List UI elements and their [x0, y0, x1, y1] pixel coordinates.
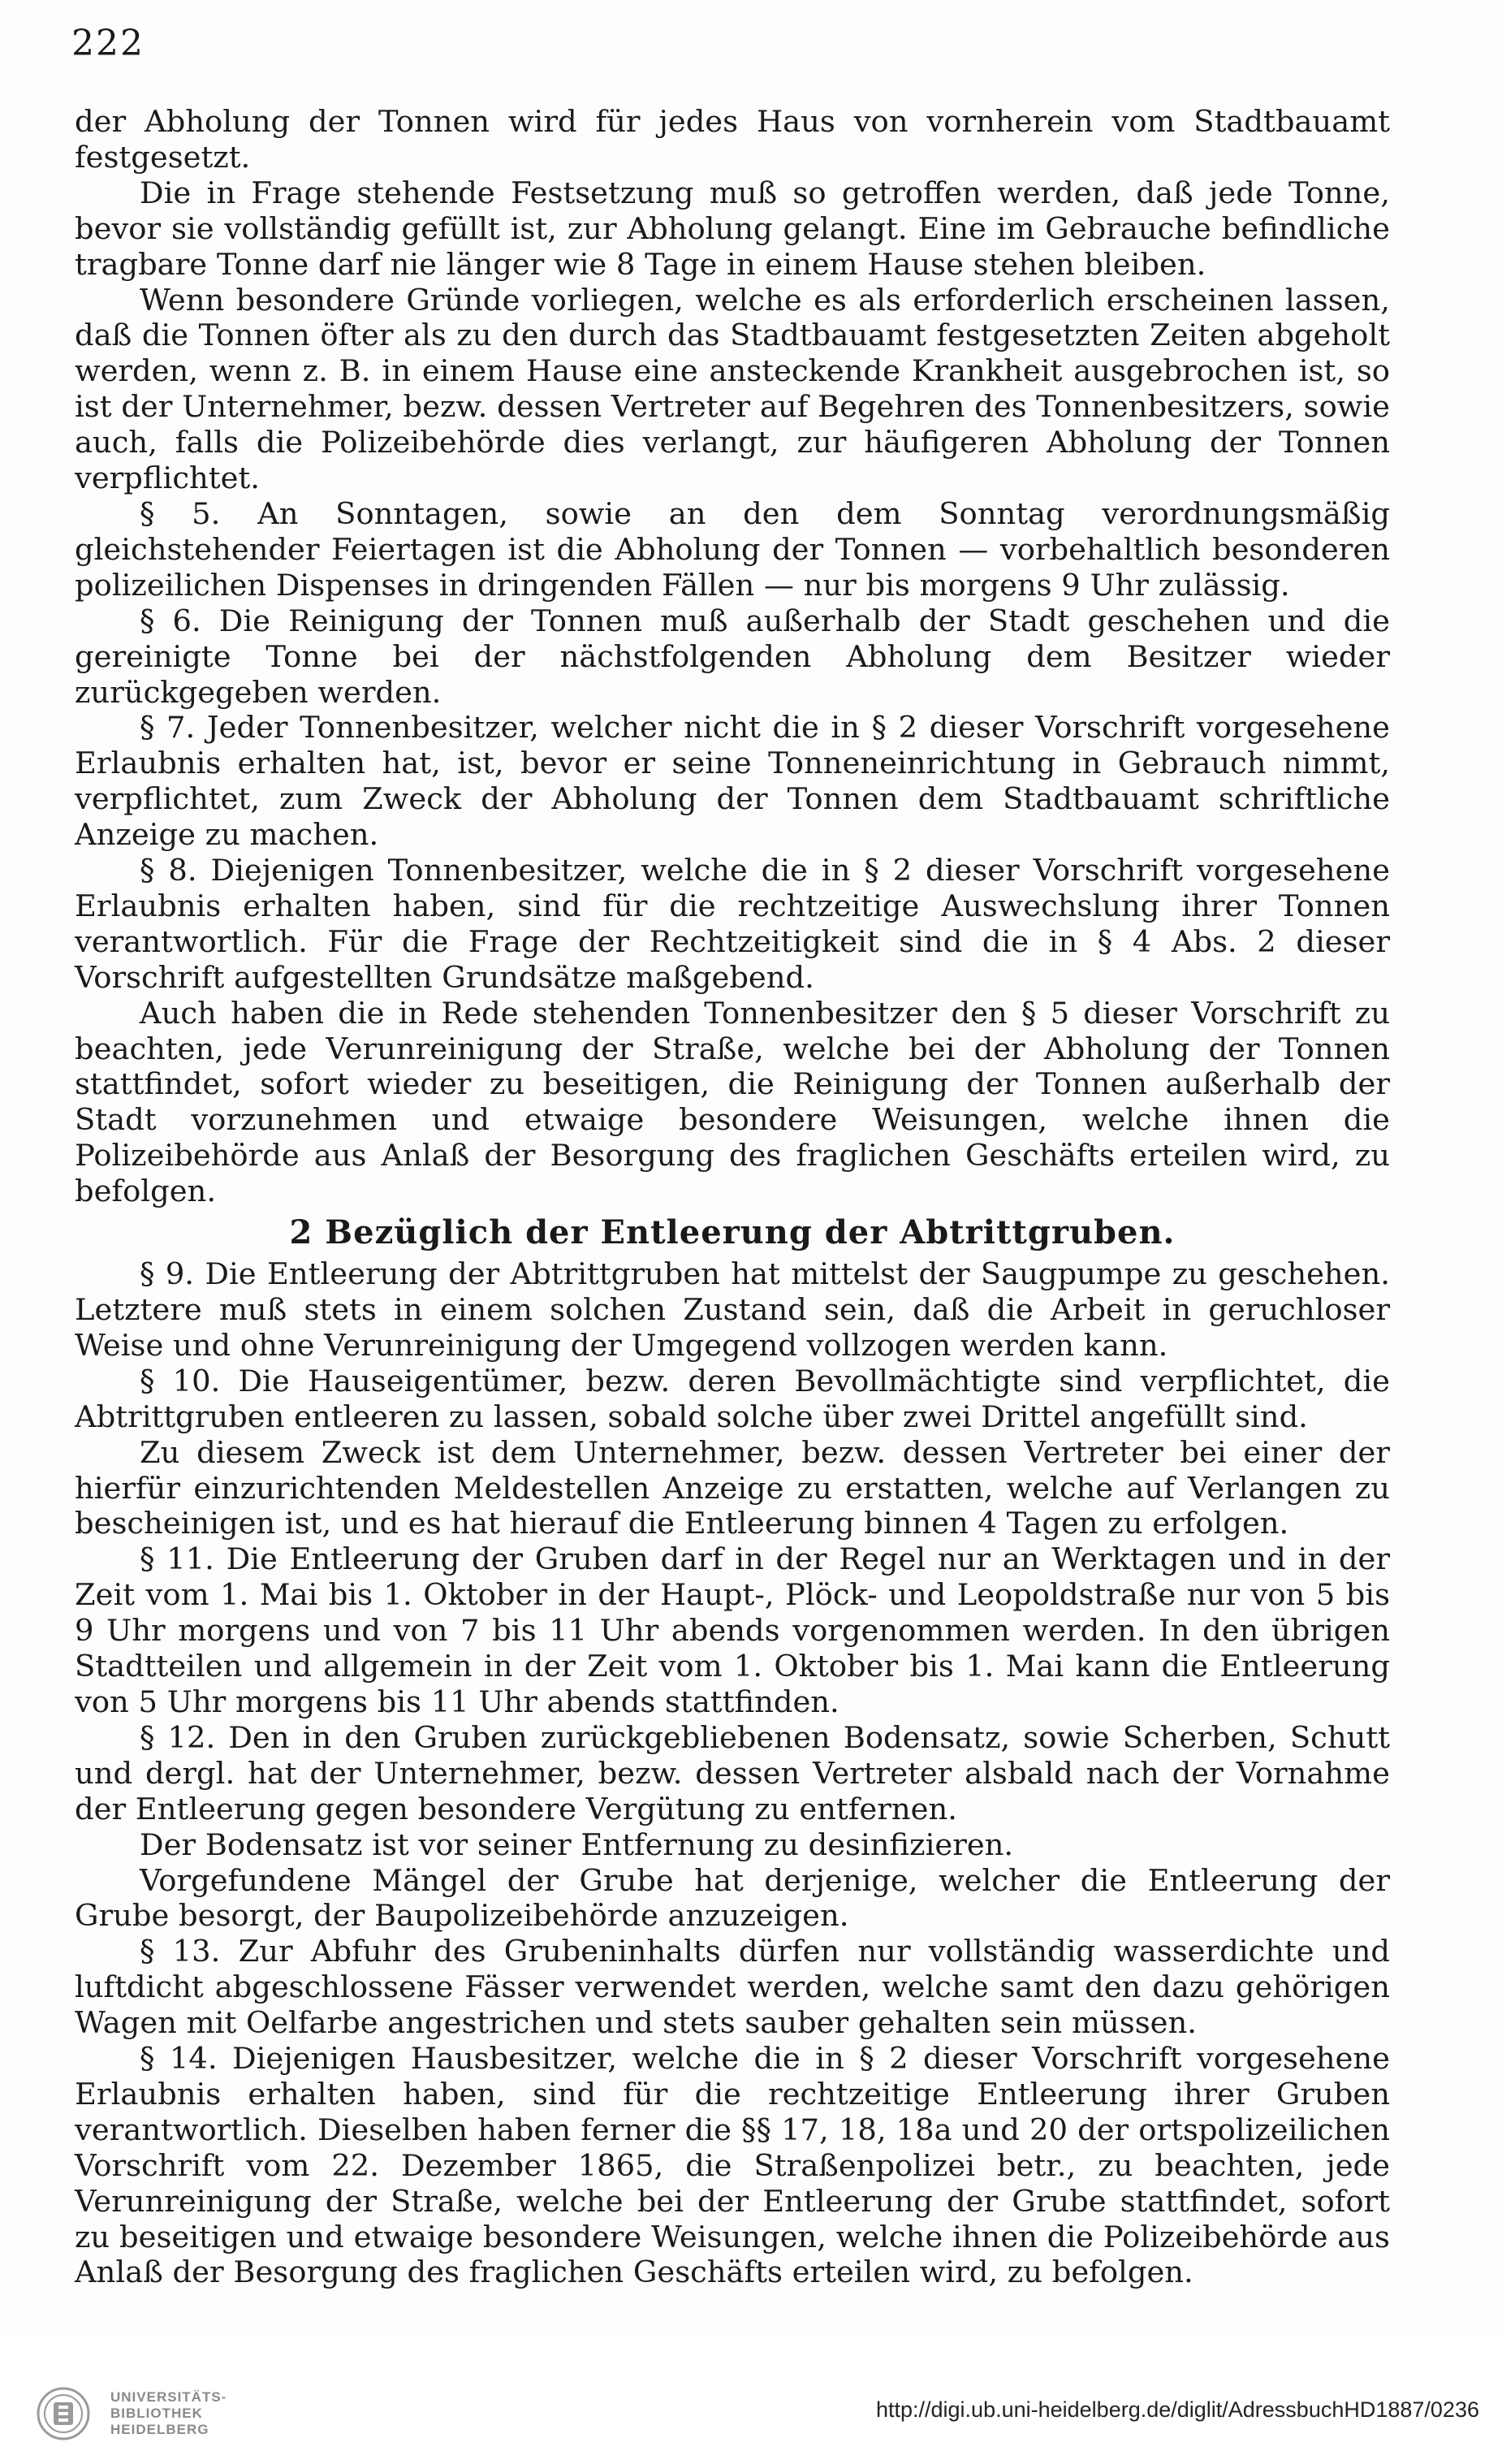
- logo-line-3: HEIDELBERG: [110, 2422, 209, 2437]
- library-logo: [36, 2386, 227, 2441]
- paragraph: § 10. Die Hauseigentümer, bezw. deren Bevollmächtigte sind verpflichtet, die Abtrittgruben entleeren zu lassen, sobald solche über zwei Drittel angefüllt sind.: [75, 1363, 1390, 1434]
- paragraph: § 6. Die Reinigung der Tonnen muß außerhalb der Stadt geschehen und die gereinigte Tonne bei der nächstfolgenden Abholung dem Besitzer wieder zurückgegeben werden.: [75, 603, 1390, 710]
- source-url-link[interactable]: http://digi.ub.uni-heidelberg.de/diglit/AdressbuchHD1887/0236: [875, 2397, 1479, 2422]
- logo-line-1: UNIVERSITÄTS-: [110, 2389, 227, 2405]
- paragraph: § 9. Die Entleerung der Abtrittgruben hat mittelst der Saugpumpe zu geschehen. Letztere muß stets in einem solchen Zustand sein, daß die Arbeit in geruchloser Weise und ohne Verunreinigung der Umgegend vollzogen werden kann.: [75, 1256, 1390, 1363]
- library-name: [110, 2389, 227, 2438]
- paragraph: § 7. Jeder Tonnenbesitzer, welcher nicht die in § 2 dieser Vorschrift vorgesehene Erlaubnis erhalten hat, ist, bevor er seine Tonneneinrichtung in Gebrauch nimmt, verpflichtet, zum Zweck der Abholung der Tonnen dem Stadtbauamt schriftliche Anzeige zu machen.: [75, 710, 1390, 853]
- paragraph: § 12. Den in den Gruben zurückgebliebenen Bodensatz, sowie Scherben, Schutt und dergl. hat der Unternehmer, bezw. dessen Vertreter alsbald nach der Vornahme der Entleerung gegen besondere Vergütung zu entfernen.: [75, 1719, 1390, 1826]
- paragraph: Vorgefundene Mängel der Grube hat derjenige, welcher die Entleerung der Grube besorgt, der Baupolizeibehörde anzuzeigen.: [75, 1862, 1390, 1934]
- paragraph: § 8. Diejenigen Tonnenbesitzer, welche die in § 2 dieser Vorschrift vorgesehene Erlaubnis erhalten haben, sind für die rechtzeitige Auswechslung ihrer Tonnen verantwortlich. Für die Frage der Rechtzeitigkeit sind die in § 4 Abs. 2 dieser Vorschrift aufgestellten Grundsätze maßgebend.: [75, 853, 1390, 995]
- section-heading: 2 Bezüglich der Entleerung der Abtrittgruben.: [289, 1213, 1176, 1252]
- paragraph: § 11. Die Entleerung der Gruben darf in der Regel nur an Werktagen und in der Zeit vom 1. Mai bis 1. Oktober in der Haupt-, Plöck- und Leopoldstraße nur von 5 bis 9 Uhr morgens und von 7 bis 11 Uhr abends vorgenommen werden. In den übrigen Stadtteilen und allgemein in der Zeit vom 1. Oktober bis 1. Mai kann die Entleerung von 5 Uhr morgens bis 11 Uhr abends stattfinden.: [75, 1541, 1390, 1719]
- paragraphs-part-2: [75, 1256, 1390, 2290]
- paragraph: § 13. Zur Abfuhr des Grubeninhalts dürfen nur vollständig wasserdichte und luftdicht abgeschlossene Fässer verwendet werden, welche samt den dazu gehörigen Wagen mit Oelfarbe angestrichen und stets sauber gehalten sein müssen.: [75, 1934, 1390, 2041]
- paragraph: Zu diesem Zweck ist dem Unternehmer, bezw. dessen Vertreter bei einer der hierfür einzurichtenden Meldestellen Anzeige zu erstatten, welche auf Verlangen zu bescheinigen ist, und es hat hierauf die Entleerung binnen 4 Tagen zu erfolgen.: [75, 1434, 1390, 1541]
- paragraph: § 5. An Sonntagen, sowie an den dem Sonntag verordnungsmäßig gleichstehender Feiertagen ist die Abholung der Tonnen — vorbehaltlich besonderen polizeilichen Dispenses in dringenden Fällen — nur bis morgens 9 Uhr zulässig.: [75, 495, 1390, 603]
- paragraph: § 14. Diejenigen Hausbesitzer, welche die in § 2 dieser Vorschrift vorgesehene Erlaubnis erhalten haben, sind für die rechtzeitige Entleerung ihrer Gruben verantwortlich. Dieselben haben ferner die §§ 17, 18, 18a und 20 der ortspolizeilichen Vorschrift vom 22. Dezember 1865, die Straßenpolizei betr., zu beachten, jede Verunreinigung der Straße, welche bei der Entleerung der Grube stattfindet, sofort zu beseitigen und etwaige besondere Weisungen, welche ihnen die Polizeibehörde aus Anlaß der Besorgung des fraglichen Geschäfts erteilen wird, zu befolgen.: [75, 2041, 1390, 2290]
- footer: [0, 2337, 1502, 2464]
- paragraph: Der Bodensatz ist vor seiner Entfernung zu desinfizieren.: [140, 1826, 1014, 1862]
- paragraph: Auch haben die in Rede stehenden Tonnenbesitzer den § 5 dieser Vorschrift zu beachten, jede Verunreinigung der Straße, welche bei der Abholung der Tonnen stattfindet, sofort wieder zu beseitigen, die Reinigung der Tonnen außerhalb der Stadt vorzunehmen und etwaige besondere Weisungen, welche ihnen die Polizeibehörde aus Anlaß der Besorgung des fraglichen Geschäfts erteilen wird, zu befolgen.: [75, 995, 1390, 1209]
- paragraph: Die in Frage stehende Festsetzung muß so getroffen werden, daß jede Tonne, bevor sie vollständig gefüllt ist, zur Abholung gelangt. Eine im Gebrauche befindliche tragbare Tonne darf nie länger wie 8 Tage in einem Hause stehen bleiben.: [75, 175, 1390, 282]
- paragraph: der Abholung der Tonnen wird für jedes Haus von vornherein vom Stadtbauamt festgesetzt.: [75, 104, 1390, 175]
- page-number: 222: [71, 23, 145, 64]
- logo-line-2: BIBLIOTHEK: [110, 2406, 203, 2421]
- body-text: [75, 104, 1390, 2290]
- university-seal-icon: [36, 2386, 91, 2441]
- paragraphs-part-1: [75, 104, 1390, 1209]
- paragraph: Wenn besondere Gründe vorliegen, welche es als erforderlich erscheinen lassen, daß die Tonnen öfter als zu den durch das Stadtbauamt festgesetzten Zeiten abgeholt werden, wenn z. B. in einem Hause eine ansteckende Krankheit ausgebrochen ist, so ist der Unternehmer, bezw. dessen Vertreter auf Begehren des Tonnenbesitzers, sowie auch, falls die Polizeibehörde dies verlangt, zur häufigeren Abholung der Tonnen verpflichtet.: [75, 282, 1390, 496]
